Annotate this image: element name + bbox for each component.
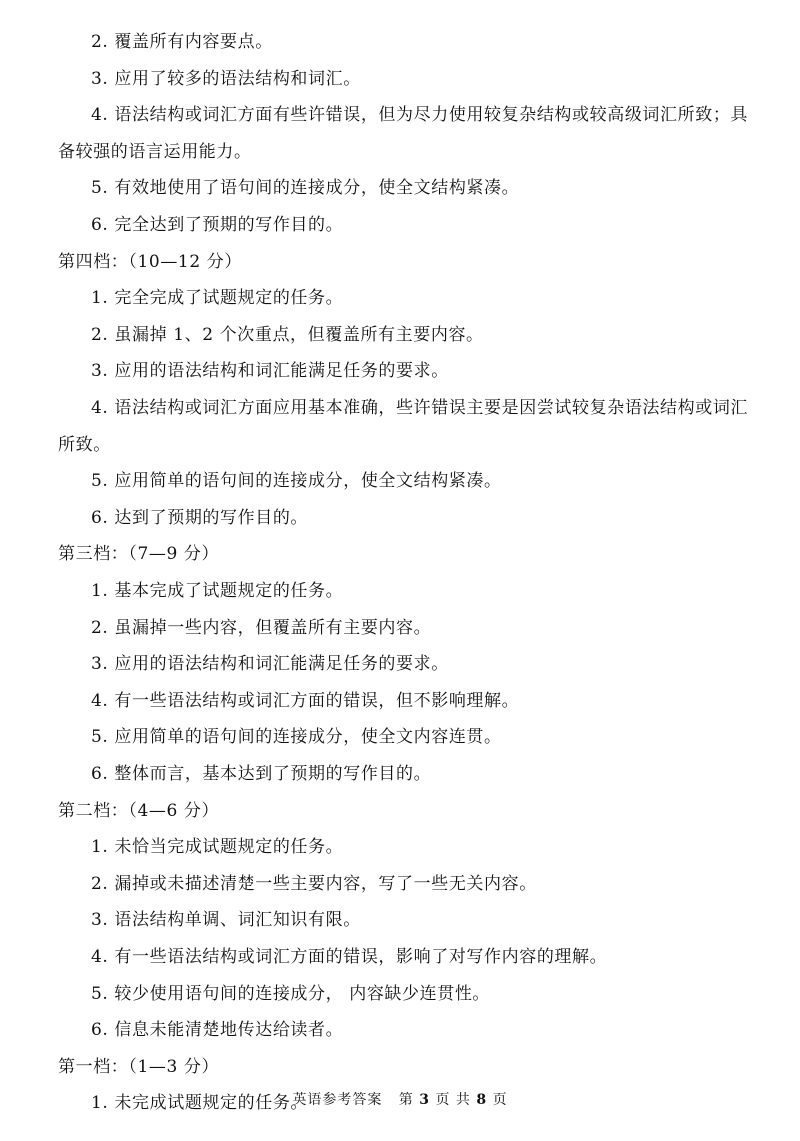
footer-title: 英语参考答案 — [292, 1092, 383, 1108]
section-heading: 第一档：（1—3 分） — [58, 1056, 220, 1077]
criteria-item-continuation: 备较强的语言运用能力。 — [58, 141, 252, 162]
criteria-item: 6. 信息未能清楚地传达给读者。 — [91, 1020, 344, 1041]
criteria-item: 4. 有一些语法结构或词汇方面的错误，影响了对写作内容的理解。 — [91, 947, 608, 967]
criteria-item: 2. 覆盖所有内容要点。 — [91, 32, 273, 52]
criteria-item: 2. 虽漏掉一些内容，但覆盖所有主要内容。 — [91, 617, 432, 638]
criteria-item: 3. 应用的语法结构和词汇能满足任务的要求。 — [91, 654, 449, 675]
criteria-item: 1. 基本完成了试题规定的任务。 — [91, 581, 344, 601]
criteria-item: 3. 语法结构单调、词汇知识有限。 — [91, 910, 361, 931]
criteria-item: 6. 整体而言，基本达到了预期的写作目的。 — [91, 764, 432, 784]
criteria-item: 5. 应用简单的语句间的连接成分，使全文内容连贯。 — [91, 727, 502, 748]
footer-page-label: 第 — [398, 1092, 414, 1108]
footer-total-pages: 8 — [476, 1092, 488, 1108]
criteria-item: 3. 应用了较多的语法结构和词汇。 — [91, 68, 361, 89]
criteria-item: 4. 语法结构或词汇方面有些许错误，但为尽力使用较复杂结构或较高级词汇所致；具 — [91, 105, 749, 126]
criteria-item: 1. 完全完成了试题规定的任务。 — [91, 288, 344, 309]
criteria-item: 2. 漏掉或未描述清楚一些主要内容，写了一些无关内容。 — [91, 873, 537, 894]
footer-total-unit: 页 — [492, 1092, 508, 1108]
section-heading: 第四档：（10—12 分） — [58, 251, 242, 272]
criteria-item: 6. 完全达到了预期的写作目的。 — [91, 215, 344, 235]
criteria-item: 1. 未完成试题规定的任务。 — [91, 1093, 309, 1114]
section-heading: 第二档：（4—6 分） — [58, 800, 220, 821]
footer-page-unit: 页 — [435, 1092, 451, 1108]
criteria-item: 5. 应用简单的语句间的连接成分，使全文结构紧凑。 — [91, 471, 502, 492]
footer-page-number: 3 — [419, 1092, 430, 1108]
criteria-item: 4. 有一些语法结构或词汇方面的错误，但不影响理解。 — [91, 690, 520, 711]
criteria-item-continuation: 所致。 — [58, 434, 111, 455]
criteria-item: 1. 未恰当完成试题规定的任务。 — [91, 837, 344, 858]
criteria-item: 5. 较少使用语句间的连接成分， 内容缺少连贯性。 — [91, 983, 491, 1004]
criteria-item: 2. 虽漏掉 1、2 个次重点，但覆盖所有主要内容。 — [91, 324, 484, 345]
footer-total-label: 共 — [455, 1092, 471, 1108]
criteria-item: 5. 有效地使用了语句间的连接成分，使全文结构紧凑。 — [91, 178, 520, 199]
criteria-item: 3. 应用的语法结构和词汇能满足任务的要求。 — [91, 361, 449, 382]
section-heading: 第三档：（7—9 分） — [58, 544, 220, 565]
criteria-item: 4. 语法结构或词汇方面应用基本准确，些许错误主要是因尝试较复杂语法结构或词汇 — [91, 398, 749, 418]
criteria-item: 6. 达到了预期的写作目的。 — [91, 507, 309, 528]
page-footer — [0, 1090, 800, 1110]
